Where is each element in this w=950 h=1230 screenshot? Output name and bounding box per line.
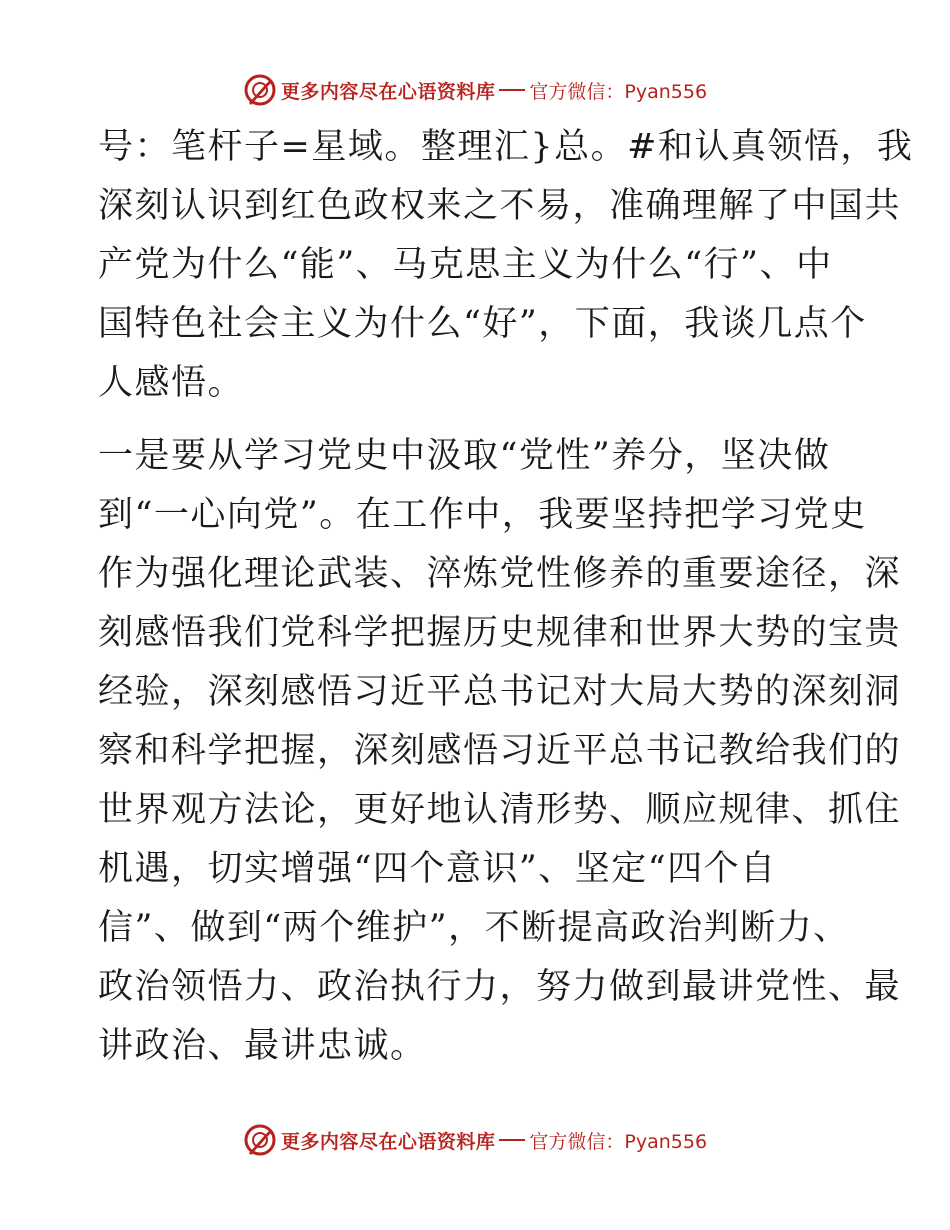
banner-wechat: 官方微信：Pyan556 [529, 1130, 708, 1153]
paragraph-gap [98, 413, 858, 427]
text-line: 经验，深刻感悟习近平总书记对大局大势的深刻洞 [98, 672, 902, 712]
header-banner [0, 70, 950, 110]
text-line: 作为强化理论武装、淬炼党性修养的重要途径，深 [98, 554, 902, 594]
text-line: 一是要从学习党史中汲取“党性”养分，坚决做 [98, 436, 831, 476]
banner-slogan: 更多内容尽在心语资料库 [280, 80, 496, 103]
paragraph-2 [98, 427, 902, 1076]
text-line: 信”、做到“两个维护”，不断提高政治判断力、 [98, 908, 850, 948]
text-line: 号：笔杆子=星域。整理汇}总。#和认真领悟，我 [98, 127, 914, 167]
footer-banner [0, 1120, 950, 1160]
text-line: 政治领悟力、政治执行力，努力做到最讲党性、最 [98, 967, 902, 1007]
banner-slogan: 更多内容尽在心语资料库 [280, 1130, 496, 1153]
text-line: 深刻认识到红色政权来之不易，准确理解了中国共 [98, 186, 902, 226]
text-line: 国特色社会主义为什么“好”，下面，我谈几点个 [98, 304, 867, 344]
text-line: 刻感悟我们党科学把握历史规律和世界大势的宝贵 [98, 613, 902, 653]
banner-dash [499, 1139, 525, 1141]
document-body [98, 118, 914, 1076]
banner-wechat: 官方微信：Pyan556 [529, 80, 708, 103]
text-line: 讲政治、最讲忠诚。 [98, 1026, 427, 1066]
text-line: 产党为什么“能”、马克思主义为什么“行”、中 [98, 245, 833, 285]
paragraph-1 [98, 118, 914, 413]
text-line: 机遇，切实增强“四个意识”、坚定“四个自 [98, 849, 777, 889]
pen-logo-icon [243, 1123, 277, 1157]
text-line: 人感悟。 [98, 363, 245, 403]
pen-logo-icon [243, 73, 277, 107]
text-line: 到“一心向党”。在工作中，我要坚持把学习党史 [98, 495, 867, 535]
text-line: 察和科学把握，深刻感悟习近平总书记教给我们的 [98, 731, 902, 771]
text-line: 世界观方法论，更好地认清形势、顺应规律、抓住 [98, 790, 902, 830]
banner-dash [499, 89, 525, 91]
